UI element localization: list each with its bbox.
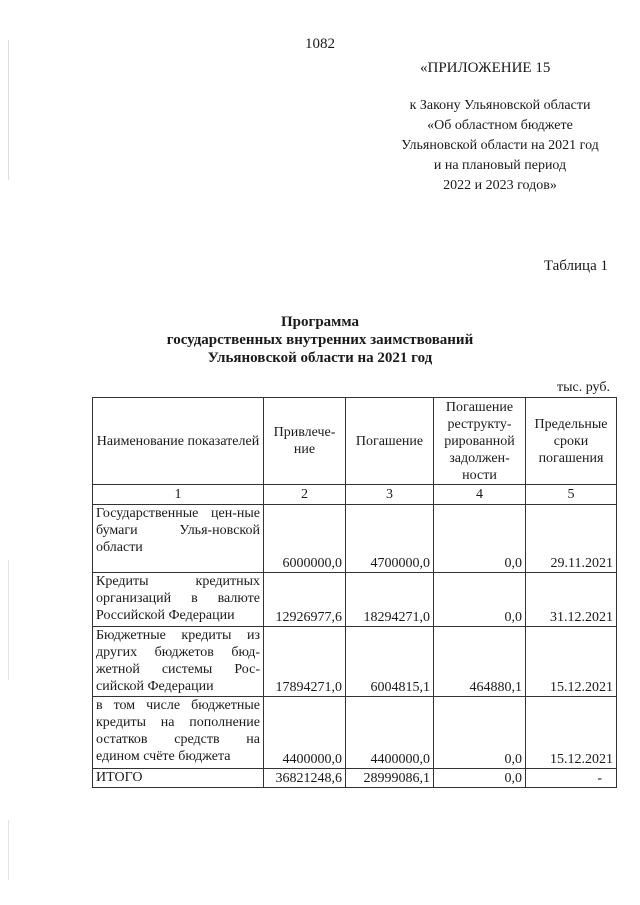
total-label: ИТОГО [93,769,264,788]
appendix-title: «ПРИЛОЖЕНИЕ 15 [420,60,551,76]
row-raised: 6000000,0 [264,505,346,573]
row-raised: 17894271,0 [264,627,346,697]
total-repaid: 28999086,1 [346,769,434,788]
law-reference-line: «Об областном бюджете [427,118,573,133]
header-restructured: Погашение реструкту-рированной задолжен-ности [434,398,526,485]
row-repaid: 6004815,1 [346,627,434,697]
borrowing-table [92,397,617,788]
header-raised: Привлече-ние [264,398,346,485]
row-repaid: 18294271,0 [346,573,434,627]
scan-artifact [8,40,9,180]
program-title-line: государственных внутренних заимствований [166,332,474,348]
scan-artifact [8,820,9,880]
scan-artifact [8,560,9,680]
units-label: тыс. руб. [557,380,610,395]
column-number-row [93,485,617,505]
header-repaid: Погашение [346,398,434,485]
row-name: Бюджетные кредиты из других бюджетов бюд-жетной системы Рос-сийской Федерации [93,627,264,697]
law-reference-line: 2022 и 2023 годов» [443,178,557,193]
page-number: 1082 [305,36,335,52]
header-deadline: Предельные сроки погашения [526,398,617,485]
column-number: 3 [346,485,434,505]
row-name: Государственные цен-ные бумаги Улья-новской области [93,505,264,573]
column-number: 5 [526,485,617,505]
table-row [93,505,617,573]
row-name: Кредиты кредитных организаций в валюте Российской Федерации [93,573,264,627]
total-deadline: - [526,769,617,788]
law-reference-line: к Закону Ульяновской области [409,98,591,113]
row-restructured: 0,0 [434,505,526,573]
row-raised: 12926977,6 [264,573,346,627]
table-row [93,627,617,697]
law-reference-line: и на плановый период [433,158,567,173]
row-raised: 4400000,0 [264,697,346,769]
row-name: в том числе бюджетные кредиты на пополнение остатков средств на едином счёте бюджета [93,697,264,769]
table-label: Таблица 1 [543,258,608,274]
row-deadline: 15.12.2021 [526,697,617,769]
row-deadline: 15.12.2021 [526,627,617,697]
table-header-row [93,398,617,485]
table-row [93,573,617,627]
column-number: 4 [434,485,526,505]
law-reference-line: Ульяновской области на 2021 год [401,138,599,153]
row-restructured: 464880,1 [434,627,526,697]
law-reference [360,96,640,196]
row-repaid: 4400000,0 [346,697,434,769]
row-deadline: 29.11.2021 [526,505,617,573]
total-restructured: 0,0 [434,769,526,788]
header-indicator: Наименование показателей [93,398,264,485]
program-title-line: Ульяновской области на 2021 год [207,350,433,366]
row-restructured: 0,0 [434,573,526,627]
column-number: 2 [264,485,346,505]
row-deadline: 31.12.2021 [526,573,617,627]
total-raised: 36821248,6 [264,769,346,788]
row-repaid: 4700000,0 [346,505,434,573]
table-row [93,697,617,769]
program-title [0,313,640,367]
column-number: 1 [93,485,264,505]
total-row [93,769,617,788]
program-title-line: Программа [281,314,359,330]
row-restructured: 0,0 [434,697,526,769]
